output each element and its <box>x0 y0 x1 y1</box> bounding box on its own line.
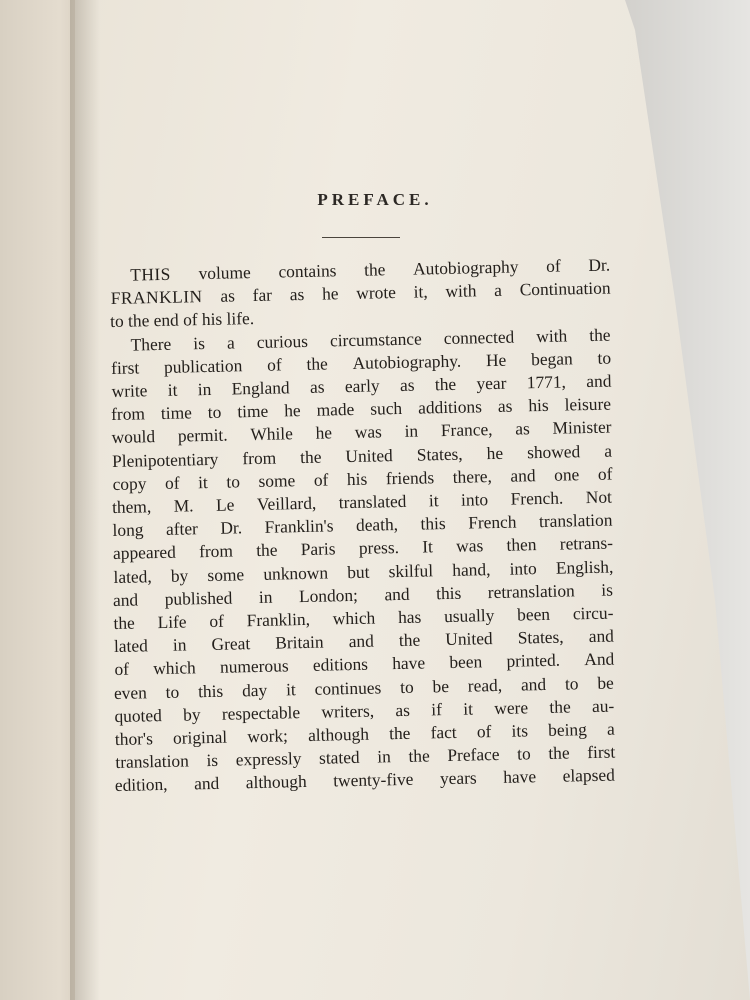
text-line: THIS volume contains the Autobiography of Dr. <box>129 254 611 285</box>
text-line: translation is expressly stated in the Preface to the first <box>115 741 616 773</box>
text-line: lated in Great Britain and the United States, and <box>113 625 615 657</box>
text-line: from time to time he made such additions as his leisure <box>110 393 612 425</box>
text-line: write it in England as early as the year 1771, and <box>111 370 612 401</box>
spine-shadow <box>70 0 100 1000</box>
text-line: lated, by some unknown but skilful hand, into English, <box>113 556 614 587</box>
text-line: to the end of his life. <box>109 308 255 332</box>
text-line: There is a curious circumstance connected with the <box>130 324 611 355</box>
text-line: of which numerous editions have been printed. And <box>114 648 615 680</box>
text-line: first publication of the Autobiography. He began to <box>110 347 612 378</box>
text-line: would permit. While he was in France, as Minister <box>111 416 612 448</box>
text-line: and published in London; and this retranslation is <box>112 579 614 610</box>
text-line: the Life of Franklin, which has usually been circu- <box>113 602 614 634</box>
text-line: FRANKLIN as far as he wrote it, with a Continuation <box>110 277 611 309</box>
text-line: even to this day it continues to be read, and to be <box>113 672 614 703</box>
title-divider <box>322 237 400 238</box>
text-line: edition, and although twenty-five years have elapsed <box>114 764 615 796</box>
text-line: thor's original work; although the fact of its being a <box>114 718 615 749</box>
text-line: quoted by respectable writers, as if it were the au- <box>114 695 615 726</box>
text-line: long after Dr. Franklin's death, this French translation <box>112 509 613 541</box>
text-line: copy of it to some of his friends there, and one of <box>112 463 613 494</box>
text-line: them, M. Le Veillard, translated it into French. Not <box>111 486 613 518</box>
text-line: appeared from the Paris press. It was then retrans- <box>112 532 614 564</box>
text-line: Plenipotentiary from the United States, he showed a <box>111 440 613 471</box>
page-title: PREFACE. <box>317 190 433 209</box>
